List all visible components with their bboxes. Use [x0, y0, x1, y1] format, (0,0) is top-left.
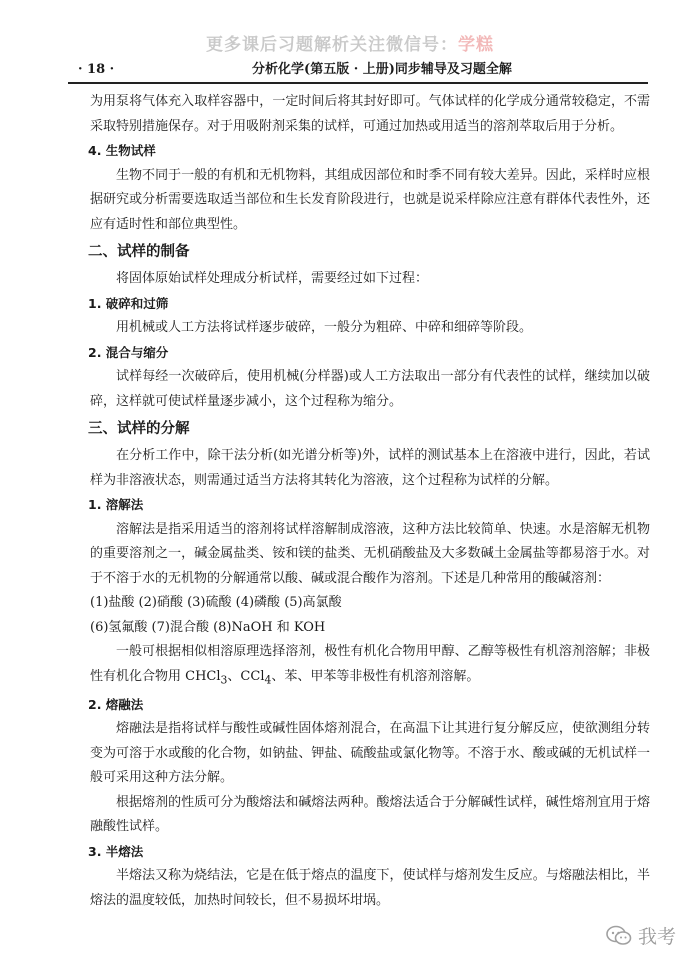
paragraph-dissolution: 溶解法是指采用适当的溶剂将试样溶解制成溶液，这种方法比较简单、快速。水是溶解无机物的重要溶剂之一，碱金属盐类、铵和镁的盐类、无机硝酸盐及大多数碱土金属盐等都易溶于水。对于不溶于水的无机物的分解通常以酸、碱或混合酸作为溶剂。下述是几种常用的酸碱溶剂：	[90, 521, 650, 586]
subscript-3: 3	[220, 673, 228, 687]
organic-text-b: 、CCl	[227, 668, 265, 684]
section-heading-decomposition: 三、试样的分解	[88, 421, 190, 437]
paragraph-organic-solvents	[90, 640, 650, 693]
paragraph-decomposition: 在分析工作中，除干法分析(如光谱分析等)外，试样的测试基本上在溶液中进行，因此，若试样为非溶液状态，则需通过适当方法将其转化为溶液，这个过程称为试样的分解。	[90, 448, 650, 488]
heading-semi-fusion: 3. 半熔法	[88, 843, 144, 859]
paragraph-fusion-types: 根据熔剂的性质可分为酸熔法和碱熔法两种。酸熔法适合于分解碱性试样，碱性熔剂宜用于熔融酸性试样。	[90, 794, 650, 835]
paragraph-gas-continued: 为用泵将气体充入取样容器中，一定时间后将其封好即可。气体试样的化学成分通常较稳定，不需采取特别措施保存。对于用吸附剂采集的试样，可通过加热或用适当的溶剂萃取后用于分析。	[90, 94, 650, 134]
subscript-4: 4	[264, 673, 272, 687]
corner-logo	[606, 922, 676, 949]
heading-mixing: 2. 混合与缩分	[88, 344, 169, 360]
heading-bio-samples: 4. 生物试样	[88, 143, 156, 158]
paragraph-preparation: 将固体原始试样处理成分析试样，需要经过如下过程：	[116, 271, 429, 286]
section-heading-preparation: 二、试样的制备	[88, 244, 190, 260]
organic-text-a: 一般可根据相似相溶原理选择溶剂，极性有机化合物用甲醇、乙醇等极性有机溶剂溶解；非极性有机化合物用 CHCl	[90, 644, 650, 684]
book-title: 分析化学(第五版 · 上册)同步辅导及习题全解	[252, 62, 512, 77]
running-head	[68, 60, 648, 84]
heading-fusion: 2. 熔融法	[88, 696, 144, 712]
watermark	[0, 30, 700, 55]
heading-crushing: 1. 破碎和过筛	[88, 295, 169, 311]
paragraph-bio: 生物不同于一般的有机和无机物料，其组成因部位和时季不同有较大差异。因此，采样时应根据研究或分析需要选取适当部位和生长发育阶段进行，也就是说采样除应注意有群体代表性外，还应有适时性和部位典型性。	[90, 167, 650, 232]
solvent-list-line-1: (1)盐酸 (2)硝酸 (3)硫酸 (4)磷酸 (5)高氯酸	[90, 595, 342, 610]
paragraph-semi-fusion: 半熔法又称为烧结法，它是在低于熔点的温度下，使试样与熔剂发生反应。与熔融法相比，半熔法的温度较低，加热时间较长，但不易损坏坩埚。	[90, 868, 650, 908]
wechat-icon	[606, 925, 632, 947]
solvent-list-line-2: (6)氢氟酸 (7)混合酸 (8)NaOH 和 KOH	[90, 619, 326, 635]
organic-text-c: 、苯、甲苯等非极性有机溶剂溶解。	[271, 668, 480, 684]
paragraph-crushing: 用机械或人工方法将试样逐步破碎，一般分为粗碎、中碎和细碎等阶段。	[116, 320, 533, 335]
logo-text: 我考	[637, 926, 676, 948]
page-number: · 18 ·	[78, 62, 115, 77]
watermark-text: 更多课后习题解析关注微信号：	[206, 35, 458, 55]
paragraph-fusion: 熔融法是指将试样与酸性或碱性固体熔剂混合，在高温下让其进行复分解反应，使欲测组分转变为可溶于水或酸的化合物，如钠盐、钾盐、硫酸盐或氯化物等。不溶于水、酸或碱的无机试样一般可采用这种方法分解。	[90, 721, 650, 786]
paragraph-mixing: 试样每经一次破碎后，使用机械(分样器)或人工方法取出一部分有代表性的试样，继续加以破碎，这样就可使试样量逐步减小，这个过程称为缩分。	[90, 369, 650, 409]
heading-dissolution: 1. 溶解法	[88, 497, 144, 512]
watermark-accent: 学糕	[458, 35, 494, 55]
page-content	[90, 90, 650, 913]
